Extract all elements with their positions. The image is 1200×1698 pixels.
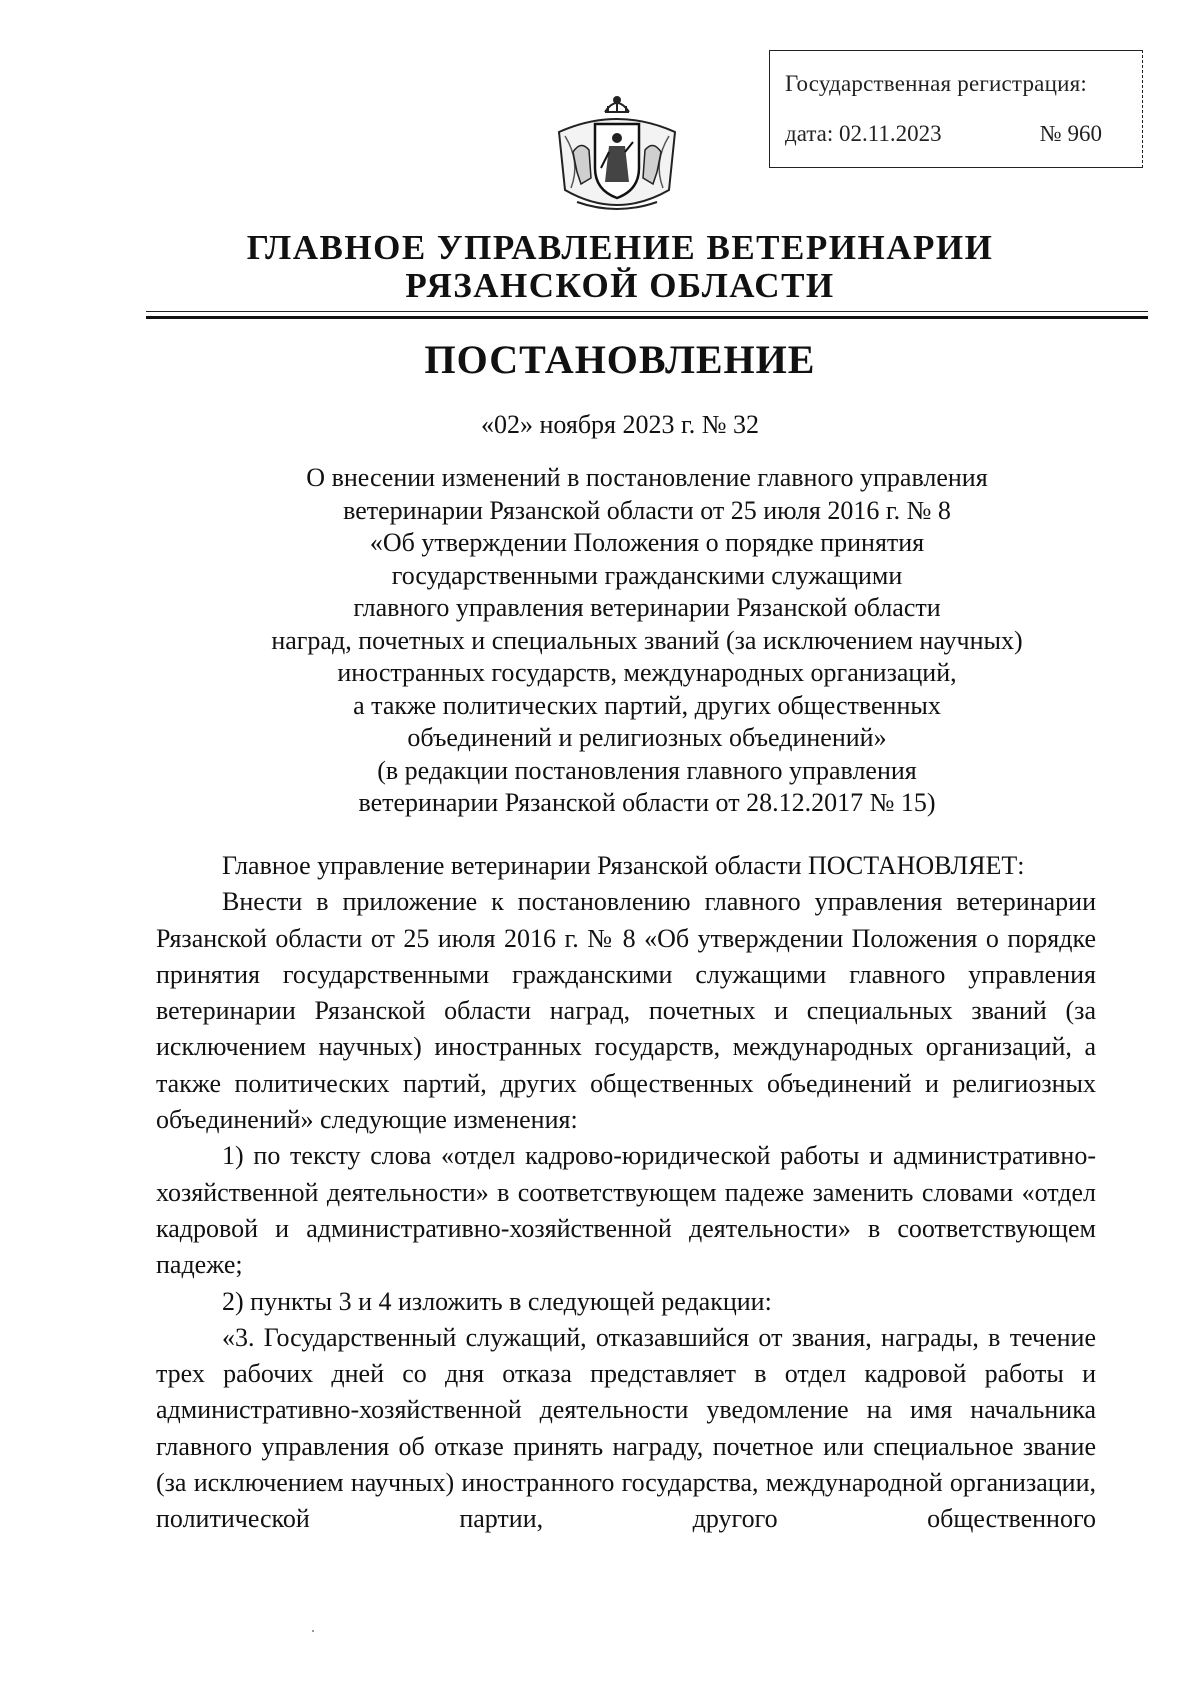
subject-line: наград, почетных и специальных званий (за исключением научных) [271,625,1023,655]
subject-line: ветеринарии Рязанской области от 28.12.2017 № 15) [358,788,936,817]
organization-name-line1: ГЛАВНОЕ УПРАВЛЕНИЕ ВЕТЕРИНАРИИ [246,228,994,267]
subject-line: «Об утверждении Положения о порядке принятия [369,528,925,557]
body-item-1: 1) по тексту слова «отдел кадрово-юридической работы и административно-хозяйственной деятельности» в соответствующем падеже заменить словами «отдел кадровой и административно-хозяйственной деятельности» в соответствующем падеже; [156,1141,1096,1280]
body-item-2: 2) пункты 3 и 4 изложить в следующей редакции: [222,1286,772,1316]
organization-name-line2: РЯЗАНСКОЙ ОБЛАСТИ [405,266,835,305]
subject-line: ветеринарии Рязанской области от 25 июля 2016 г. № 8 [343,495,951,525]
header-divider-thick [146,316,1148,319]
subject-line: О внесении изменений в постановление главного управления [306,463,988,492]
subject-line: а также политических партий, других общественных [353,690,941,720]
registration-number: № 960 [1039,121,1102,146]
coat-of-arms-icon [551,92,683,222]
subject-line: объединений и религиозных объединений» [407,723,887,752]
document-date-number: «02» ноября 2023 г. № 32 [480,410,760,439]
scan-speck [312,1630,314,1632]
registration-title: Государственная регистрация: [785,71,1087,96]
subject-line: иностранных государств, международных организаций, [337,658,957,687]
registration-stamp [769,50,1143,168]
document-type-title: ПОСТАНОВЛЕНИЕ [424,337,816,382]
document-body [156,848,1096,1538]
document-subject [146,462,1148,820]
subject-line: главного управления ветеринарии Рязанской области [353,593,941,622]
subject-line: (в редакции постановления главного управления [377,755,917,785]
header-divider-thin [146,311,1148,312]
body-clause-3: «3. Государственный служащий, отказавшийся от звания, награды, в течение трех рабочих дней со дня отказа представляет в отдел кадровой работы и административно-хозяйственной деятельности уведомление на имя начальника главного управления об отказе принять награду, почетное или специальное звание (за исключением научных) иностранного государства, международной организации, политической партии, другого общественного [156,1322,1096,1534]
resolution-preamble: Главное управление ветеринарии Рязанской области ПОСТАНОВЛЯЕТ: [222,851,1025,880]
subject-line: государственными гражданскими служащими [391,560,903,590]
body-paragraph-amendment: Внести в приложение к постановлению главного управления ветеринарии Рязанской области от 25 июля 2016 г. № 8 «Об утверждении Положения о порядке принятия государственными гражданскими служащими главного управления ветеринарии Рязанской области наград, почетных и специальных званий (за исключением научных) иностранных государств, международных организаций, а также политических партий, других общественных объединений и религиозных объединений» следующие изменения: [156,887,1096,1135]
registration-date: дата: 02.11.2023 [785,121,942,146]
